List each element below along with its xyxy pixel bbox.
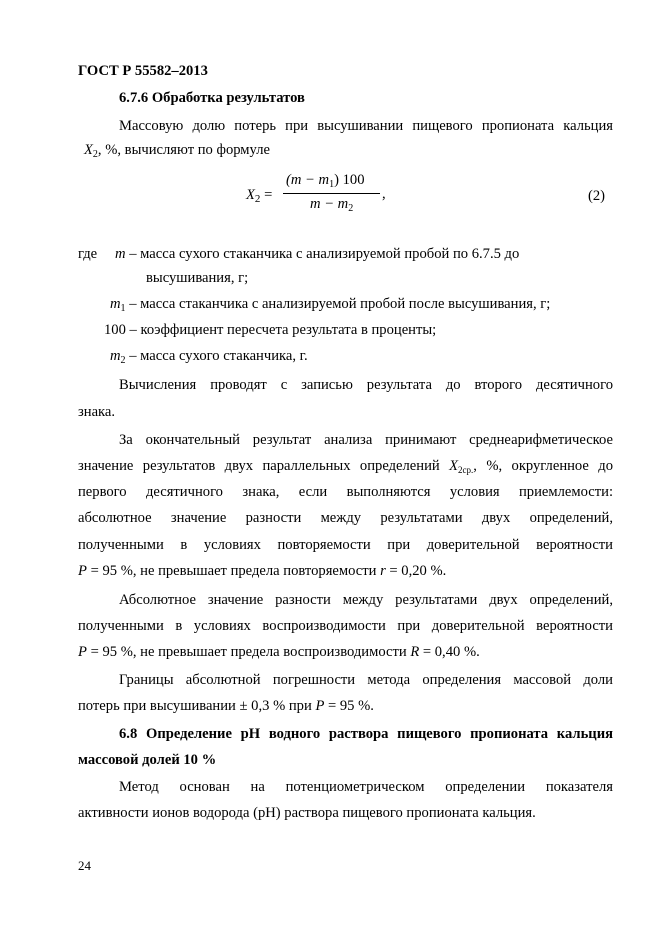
legend-sym: m (110, 348, 121, 364)
text: , %, округленное до (473, 458, 613, 474)
section-heading-676: 6.7.6 Обработка результатов (119, 90, 305, 106)
final-line-3: первого десятичного знака, если выполняются условия приемлемости: (78, 484, 613, 500)
legend-item-m (115, 246, 519, 263)
abs-line-1: Абсолютное значение разности между результатами двух определений, (119, 592, 613, 608)
formula-numerator (286, 172, 365, 190)
legend-text: – коэффициент пересчета результата в проценты; (125, 322, 437, 338)
formula-numerator-tail: ) 100 (334, 172, 365, 188)
legend-sym: 100 (104, 322, 126, 338)
intro-line-1: Массовую долю потерь при высушивании пищевого пропионата кальция (119, 118, 613, 134)
var-x-sub: 2ср. (458, 465, 474, 475)
formula-lhs-x: X (246, 187, 255, 203)
formula-lhs (246, 187, 272, 205)
legend-sym: m (110, 296, 121, 312)
final-line-4: абсолютное значение разности между результатами двух определений, (78, 510, 613, 526)
legend-sub: 2 (120, 355, 126, 366)
text: = 0,40 %. (419, 644, 480, 660)
section-heading-68-line-1: 6.8 Определение pH водного раствора пищевого пропионата кальция (119, 726, 613, 742)
final-line-1: За окончательный результат анализа принимают среднеарифметическое (119, 432, 613, 448)
var-p: P (315, 698, 325, 714)
var-p: P (78, 563, 87, 579)
bounds-line-2 (78, 698, 374, 715)
var-x: X (449, 458, 459, 474)
legend-text: – масса стаканчика с анализируемой пробой после высушивания, г; (125, 296, 551, 312)
legend-item-100 (104, 322, 436, 339)
legend-sub: 1 (120, 303, 126, 314)
page-number: 24 (78, 858, 91, 873)
calc-line-2: знака. (78, 404, 116, 420)
calc-line-1: Вычисления проводят с записью результата до второго десятичного (119, 377, 613, 393)
var-x-sub: 2 (92, 149, 98, 160)
section-heading-68-line-2: массовой долей 10 % (78, 752, 217, 768)
legend-item-m-cont: высушивания, г; (146, 270, 249, 286)
final-line-2 (78, 458, 613, 475)
legend-where: где (78, 246, 98, 262)
var-r: r (380, 563, 386, 579)
text: потерь при высушивании ± 0,3 % при (78, 698, 316, 714)
abs-line-3 (78, 644, 480, 661)
var-r: R (410, 644, 420, 660)
formula-lhs-sub: 2 (254, 193, 261, 205)
formula-denominator-text: m − m (310, 196, 349, 212)
text: = 95 %, не превышает предела повторяемости (86, 563, 381, 579)
legend-text: – масса сухого стаканчика с анализируемой пробой по 6.7.5 до (125, 246, 520, 262)
method-line-1: Метод основан на потенциометрическом определении показателя (119, 779, 613, 795)
legend-item-m1 (110, 296, 550, 314)
legend-text: – масса сухого стаканчика, г. (125, 348, 308, 364)
standard-code: ГОСТ Р 55582–2013 (78, 63, 208, 79)
formula-denominator-sub: 2 (348, 203, 354, 214)
fraction-bar (283, 193, 380, 194)
formula-numerator-text: (m − m (286, 172, 330, 188)
intro-line-2-text: , %, вычисляют по формуле (97, 142, 270, 158)
method-line-2: активности ионов водорода (pH) раствора пищевого пропионата кальция. (78, 805, 536, 821)
formula-denominator (310, 196, 353, 214)
formula-number: (2) (588, 188, 606, 204)
abs-line-2: полученными в условиях воспроизводимости при доверительной вероятности (78, 618, 613, 634)
var-x: X (84, 142, 93, 158)
var-p: P (78, 644, 87, 660)
legend-sym: m (115, 246, 126, 262)
formula-equals: = (264, 187, 273, 203)
text: = 95 %, не превышает предела воспроизводимости (86, 644, 411, 660)
intro-line-2 (84, 142, 270, 160)
formula-comma: , (382, 186, 386, 202)
bounds-line-1: Границы абсолютной погрешности метода определения массовой доли (119, 672, 613, 688)
text: значение результатов двух параллельных определений (78, 458, 450, 474)
legend-item-m2 (110, 348, 308, 366)
final-line-6 (78, 563, 446, 580)
formula-numerator-sub: 1 (329, 179, 335, 190)
text: = 95 %. (324, 698, 374, 714)
final-line-5: полученными в условиях повторяемости при доверительной вероятности (78, 537, 613, 553)
text: = 0,20 %. (385, 563, 447, 579)
